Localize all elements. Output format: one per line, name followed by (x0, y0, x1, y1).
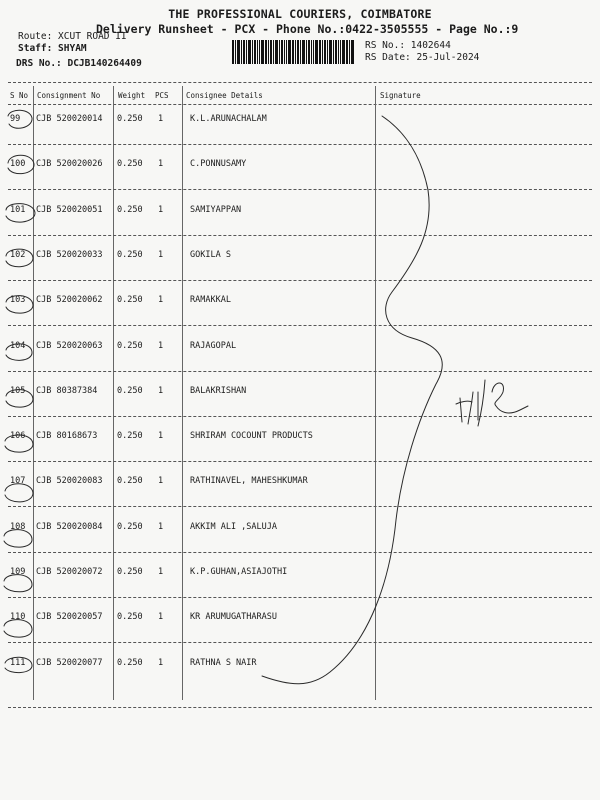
row-pcs: 1 (158, 204, 164, 215)
row-sno: 104 (10, 340, 26, 351)
row-pcs: 1 (158, 159, 164, 170)
row-divider (8, 461, 592, 462)
row-weight: 0.250 (117, 159, 143, 170)
header-divider-bottom (8, 104, 592, 105)
row-weight: 0.250 (117, 476, 143, 487)
column-header-details: Consignee Details (186, 91, 263, 100)
row-divider (8, 642, 592, 643)
row-pcs: 1 (158, 567, 164, 577)
row-pcs: 1 (158, 249, 164, 260)
row-consignee-name: RAMAKKAL (190, 295, 231, 306)
row-consignee-name: RATHNA S NAIR (190, 657, 257, 668)
row-consignment-no: CJB 520020014 (36, 114, 103, 124)
table-row (0, 567, 600, 587)
drs-number: DRS No.: DCJB140264409 (16, 58, 142, 69)
row-consignment-no: CJB 520020077 (36, 657, 103, 668)
row-weight: 0.250 (117, 567, 143, 577)
table-row (0, 114, 600, 134)
row-sno: 110 (10, 612, 26, 623)
row-weight: 0.250 (117, 204, 143, 215)
table-row (0, 295, 600, 315)
row-consignee-name: K.L.ARUNACHALAM (190, 114, 267, 124)
row-pcs: 1 (158, 385, 164, 396)
row-divider (8, 280, 592, 281)
table-row (0, 476, 600, 496)
table-row (0, 612, 600, 632)
row-consignee-name: C.PONNUSAMY (190, 159, 247, 170)
row-consignment-no: CJB 520020026 (36, 159, 103, 170)
rs-date: RS Date: 25-Jul-2024 (365, 52, 480, 63)
row-consignment-no: CJB 520020072 (36, 567, 103, 577)
row-divider (8, 144, 592, 145)
row-consignee-name: RATHINAVEL, MAHESHKUMAR (190, 476, 308, 487)
row-consignee-name: SHRIRAM COCOUNT PRODUCTS (190, 431, 313, 442)
row-sno: 105 (10, 385, 26, 396)
column-header-weight: Weight (118, 91, 146, 100)
table-row (0, 522, 600, 542)
table-row (0, 341, 600, 361)
row-sno: 101 (10, 204, 26, 215)
table-row (0, 431, 600, 451)
table-row (0, 658, 600, 678)
staff-label: Staff: SHYAM (18, 43, 87, 54)
table-row (0, 159, 600, 179)
row-weight: 0.250 (117, 249, 143, 260)
row-weight: 0.250 (117, 612, 143, 623)
row-divider (8, 235, 592, 236)
row-sno: 109 (10, 567, 26, 577)
row-pcs: 1 (158, 521, 164, 532)
row-divider (8, 416, 592, 417)
header-divider-top (8, 82, 592, 83)
column-header-consignment: Consignment No (37, 91, 101, 100)
row-consignee-name: K.P.GUHAN,ASIAJOTHI (190, 567, 288, 577)
runsheet-title: Delivery Runsheet - PCX - Phone No.:0422-3505555 - Page No.:9 (96, 22, 519, 36)
row-pcs: 1 (158, 431, 164, 442)
route-label: Route: XCUT ROAD II (18, 31, 127, 42)
row-consignment-no: CJB 520020084 (36, 521, 103, 532)
table-row (0, 205, 600, 225)
table-row (0, 250, 600, 270)
row-sno: 100 (10, 159, 26, 170)
row-sno: 99 (10, 114, 21, 124)
table-row (0, 386, 600, 406)
row-sno: 102 (10, 249, 26, 260)
row-consignment-no: CJB 520020057 (36, 612, 103, 623)
row-sno: 111 (10, 657, 26, 668)
row-sno: 103 (10, 295, 26, 306)
row-weight: 0.250 (117, 521, 143, 532)
row-consignee-name: BALAKRISHAN (190, 385, 247, 396)
row-weight: 0.250 (117, 340, 143, 351)
row-pcs: 1 (158, 612, 164, 623)
row-consignment-no: CJB 520020062 (36, 295, 103, 306)
row-divider (8, 597, 592, 598)
row-sno: 108 (10, 521, 26, 532)
row-pcs: 1 (158, 295, 164, 306)
row-divider (8, 189, 592, 190)
row-consignee-name: RAJAGOPAL (190, 340, 237, 351)
row-divider (8, 506, 592, 507)
row-consignee-name: SAMIYAPPAN (190, 204, 242, 215)
row-weight: 0.250 (117, 657, 143, 668)
row-divider (8, 552, 592, 553)
row-consignment-no: CJB 520020033 (36, 249, 103, 260)
column-header-sno: S No (10, 91, 29, 100)
row-weight: 0.250 (117, 385, 143, 396)
row-consignment-no: CJB 80387384 (36, 385, 98, 396)
row-sno: 107 (10, 476, 26, 487)
row-consignee-name: AKKIM ALI ,SALUJA (190, 521, 277, 532)
row-weight: 0.250 (117, 295, 143, 306)
barcode-image (232, 40, 354, 64)
table-bottom-rule (8, 707, 592, 708)
row-divider (8, 325, 592, 326)
row-consignee-name: GOKILA S (190, 249, 231, 260)
company-name: THE PROFESSIONAL COURIERS, COIMBATORE (168, 7, 432, 21)
row-pcs: 1 (158, 340, 164, 351)
row-consignment-no: CJB 520020063 (36, 340, 103, 351)
column-header-pcs: PCS (155, 91, 169, 100)
row-consignee-name: KR ARUMUGATHARASU (190, 612, 277, 623)
row-consignment-no: CJB 520020051 (36, 204, 103, 215)
row-consignment-no: CJB 80168673 (36, 431, 98, 442)
row-weight: 0.250 (117, 431, 143, 442)
row-pcs: 1 (158, 476, 164, 487)
column-header-signature: Signature (380, 91, 421, 100)
row-pcs: 1 (158, 657, 164, 668)
row-sno: 106 (10, 431, 26, 442)
row-weight: 0.250 (117, 114, 143, 124)
row-consignment-no: CJB 520020083 (36, 476, 103, 487)
row-pcs: 1 (158, 114, 164, 124)
row-divider (8, 371, 592, 372)
rs-number: RS No.: 1402644 (365, 40, 451, 51)
